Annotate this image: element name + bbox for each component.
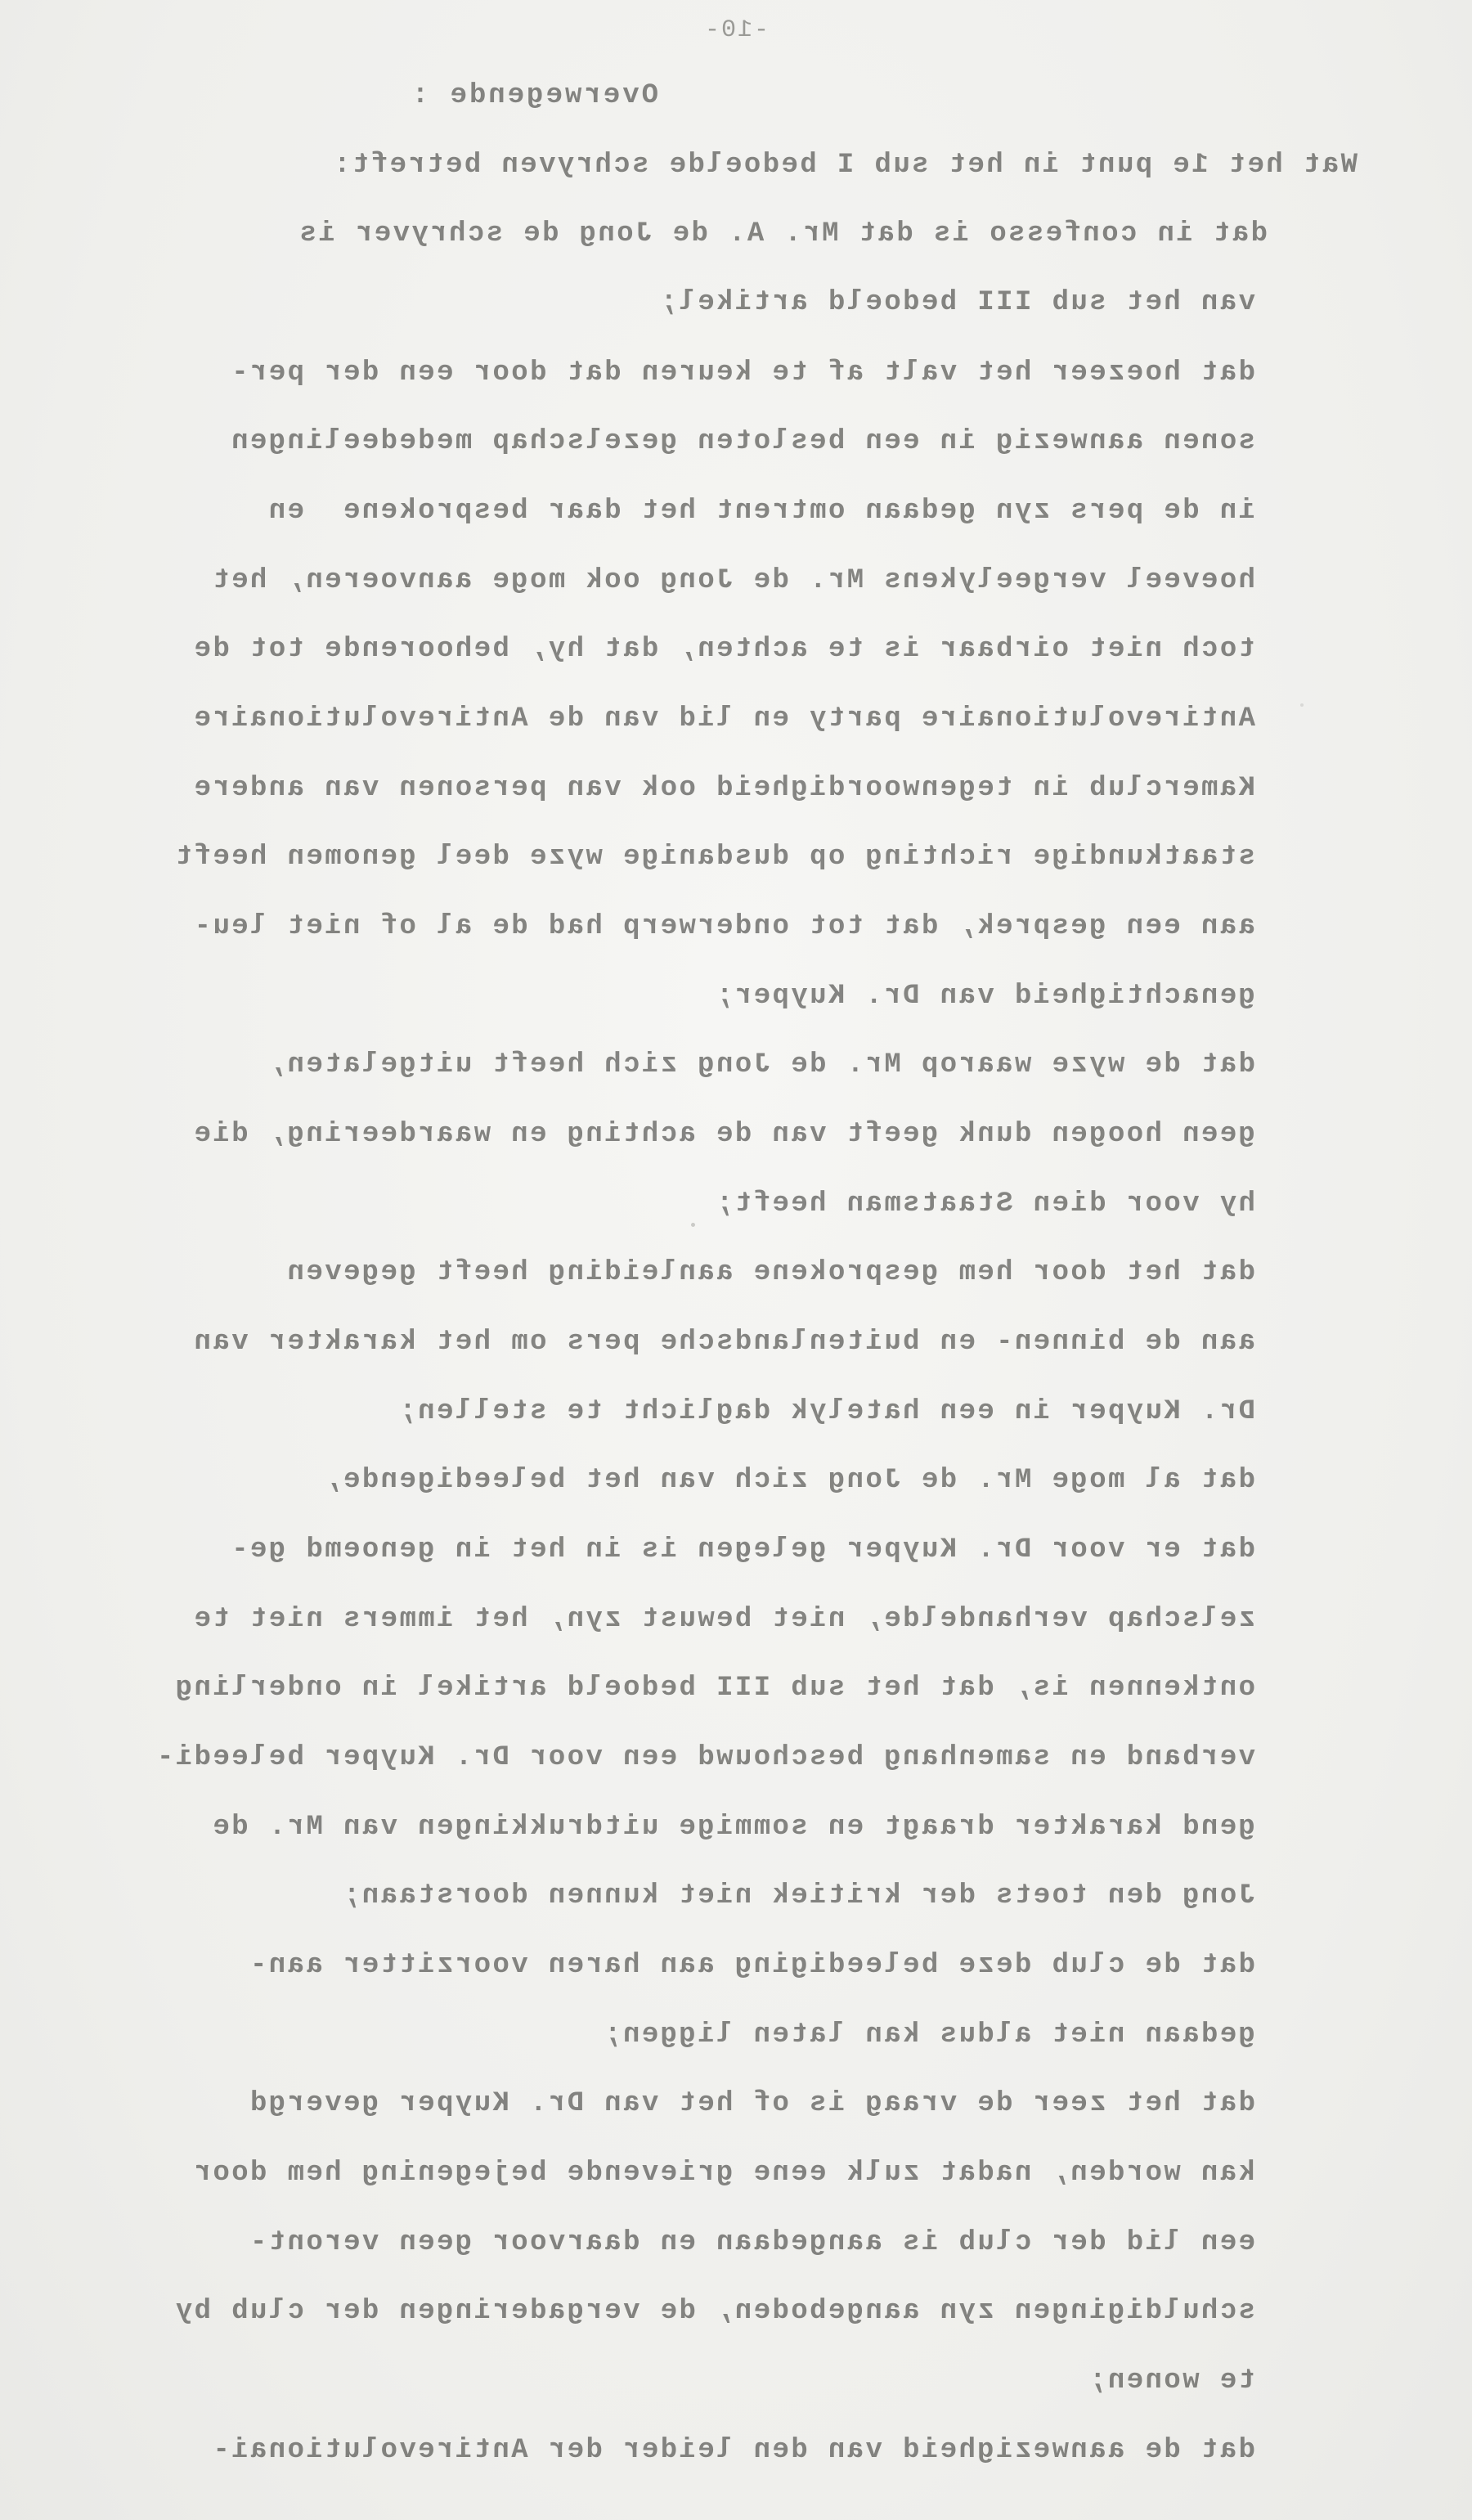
text-line: zelschap verhandelde, niet bewust zyn, het immers niet te — [192, 1604, 1255, 1635]
text-line: dat er voor Dr. Kuyper gelegen is in het in genoemd ge- — [229, 1534, 1255, 1565]
text-line: genachtigheid van Dr. Kuyper; — [714, 981, 1255, 1012]
text-line: te wonen; — [1087, 2365, 1255, 2396]
text-line: hy voor dien Staatsman heeft; — [714, 1188, 1255, 1220]
text-line: dat het door hem gesprokene aanleiding heeft gegeven — [285, 1257, 1255, 1288]
text-line: aan een gesprek, dat tot onderwerp had de al of niet leu- — [192, 911, 1255, 942]
section-heading: Overwegende : — [409, 80, 658, 111]
text-line: Wat het 1e punt in het sub I bedoelde schryven betreft: — [331, 150, 1358, 181]
text-line: sonen aanwezig in een besloten gezelschap mededeelingen — [229, 426, 1255, 457]
text-line: dat hoezeer het valt af te keuren dat door een der per- — [229, 357, 1255, 389]
text-line: Jong den toets der kritiek niet kunnen doorstaan; — [341, 1880, 1255, 1911]
ink-speck — [1300, 703, 1304, 707]
text-line: Kamerclub in tegenwoordigheid ook van personen van andere — [192, 773, 1255, 804]
text-line: schuldigingen zyn aangeboden, de vergaderingen der club by — [173, 2296, 1255, 2327]
text-line: ontkennen is, dat het sub III bedoeld artikel in onderling — [173, 1673, 1255, 1704]
page-number: -10- — [703, 16, 770, 44]
text-line: staatkundige richting op dusdanige wyze deel genomen heeft — [173, 842, 1255, 873]
text-line: gend karakter draagt en sommige uitdrukkingen van Mr. de — [211, 1812, 1255, 1843]
text-line: een lid der club is aangedaan en daarvoor geen veront- — [248, 2227, 1255, 2258]
text-line: dat de aanwezigheid van den leider der Antirevolutionai- — [211, 2435, 1255, 2466]
text-line: gedaan niet aldus kan laten liggen; — [602, 2019, 1255, 2051]
text-line: hoeveel vergeelykens Mr. de Jong ook moge aanvoeren, het — [211, 565, 1255, 596]
text-line: dat het zeer de vraag is of het van Dr. Kuyper gevergd — [248, 2088, 1255, 2119]
text-line: dat de wyze waarop Mr. de Jong zich heeft uitgelaten, — [267, 1049, 1255, 1080]
text-line: in de pers zyn gedaan omtrent het daar besprokene en — [267, 496, 1255, 527]
text-line: verband en samenhang beschouwd een voor Dr. Kuyper beleedi- — [155, 1742, 1255, 1773]
text-line: dat in confesso is dat Mr. A. de Jong de schryver is — [298, 218, 1268, 249]
text-line: kan worden, nadat zulk eene grievende bejegening hem door — [192, 2158, 1255, 2189]
text-line: toch niet oirbaar is te achten, dat hy, behoorende tot de — [192, 634, 1255, 665]
ink-speck — [691, 1223, 695, 1227]
text-line: van het sub III bedoeld artikel; — [658, 287, 1255, 318]
text-line: aan de binnen- en buitenlandsche pers om het karakter van — [192, 1327, 1255, 1358]
text-line: dat de club deze beleediging aan haren voorzitter aan- — [248, 1950, 1255, 1981]
text-line: Antirevolutionaire party en lid van de Antirevolutionaire — [192, 703, 1255, 734]
text-line: Dr. Kuyper in een hatelyk daglicht te stellen; — [397, 1396, 1255, 1427]
text-line: dat al moge Mr. de Jong zich van het beleedigende, — [322, 1465, 1255, 1496]
text-line: geen hoogen dunk geeft van de achting en waardeering, die — [192, 1119, 1255, 1150]
